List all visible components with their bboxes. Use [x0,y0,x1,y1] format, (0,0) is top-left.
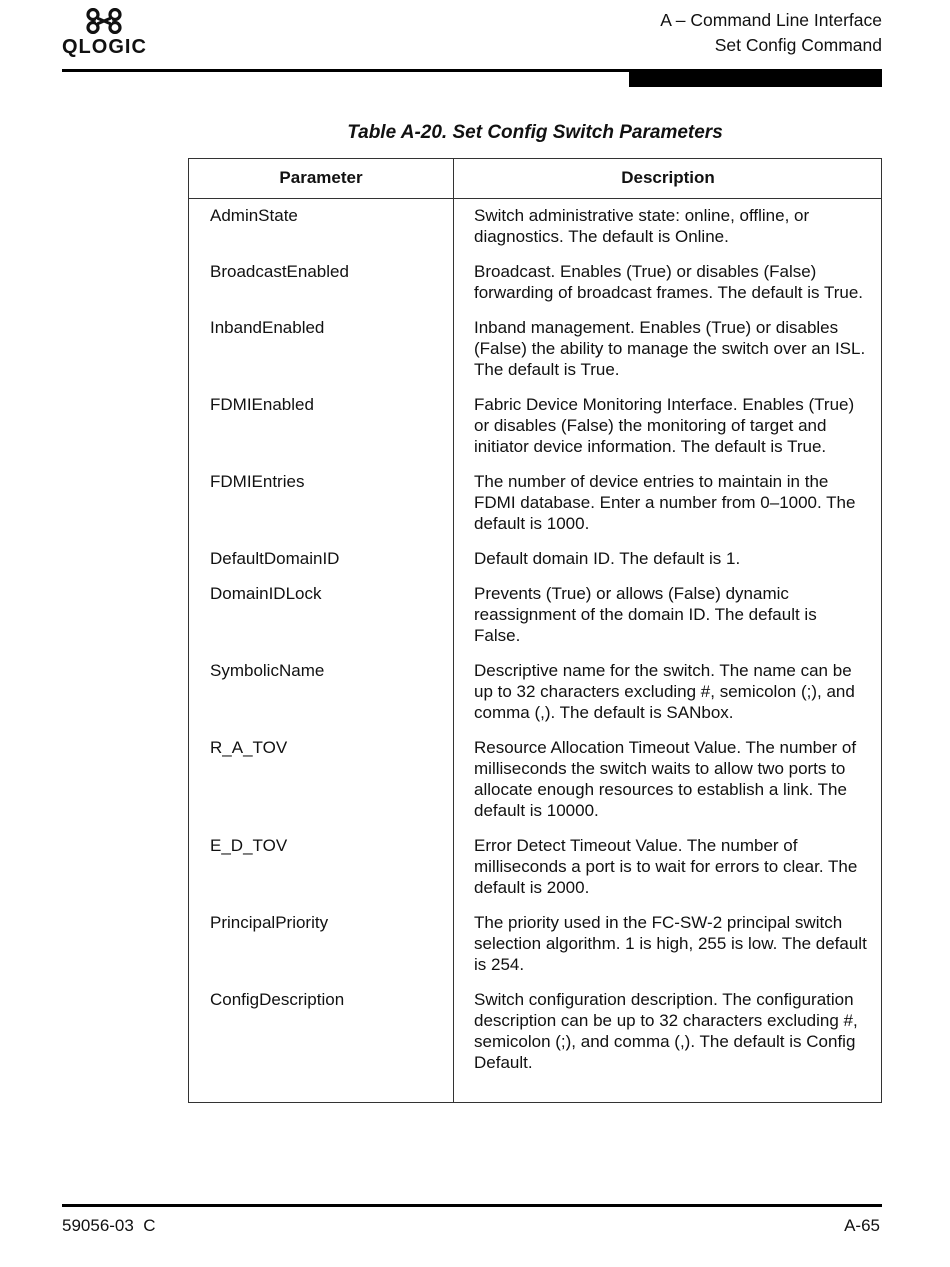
description-cell: Descriptive name for the switch. The name can be up to 32 characters excluding #, semicolon (;), and comma (,). The default is SANbox. [474,661,855,722]
table-title: Table A-20. Set Config Switch Parameters [347,122,723,143]
parameter-cell: E_D_TOV [210,836,288,855]
table-row [189,471,881,548]
description-cell: Broadcast. Enables (True) or disables (False) forwarding of broadcast frames. The default is True. [474,262,863,302]
table-row [189,583,881,660]
table-row [189,548,881,583]
logo-wordmark: QLOGIC [62,36,147,58]
description-cell: Inband management. Enables (True) or disables (False) the ability to manage the switch over an ISL. The default is True. [474,318,866,379]
parameters-table [188,158,882,1103]
parameter-cell: DefaultDomainID [210,549,340,568]
description-cell: Resource Allocation Timeout Value. The number of milliseconds the switch waits to allow two ports to allocate enough resources to establish a link. The default is 10000. [474,738,857,820]
qlogic-logo-icon [82,8,126,34]
parameter-cell: BroadcastEnabled [210,262,349,281]
parameter-cell: AdminState [210,206,298,225]
table-row [189,737,881,835]
header-section: Set Config Command [714,35,882,55]
qlogic-logo [62,8,162,60]
running-header [660,8,882,58]
description-cell: The number of device entries to maintain in the FDMI database. Enter a number from 0–1000. The default is 1000. [474,472,856,533]
parameter-cell: R_A_TOV [210,738,288,757]
parameter-cell: SymbolicName [210,661,325,680]
description-cell: The priority used in the FC-SW-2 principal switch selection algorithm. 1 is high, 255 is low. The default is 254. [474,913,867,974]
parameter-cell: DomainIDLock [210,584,322,603]
header-chapter: A – Command Line Interface [660,10,882,30]
column-header-parameter: Parameter [279,168,363,187]
table-row [189,261,881,317]
table-row [189,205,881,261]
table-row [189,394,881,471]
description-cell: Switch configuration description. The configuration description can be up to 32 characters excluding #, semicolon (;), and comma (,). The default is Config Default. [474,990,858,1072]
description-cell: Switch administrative state: online, offline, or diagnostics. The default is Online. [474,206,810,246]
parameter-cell: FDMIEnabled [210,395,314,414]
header-row-rule [189,198,881,199]
description-cell: Fabric Device Monitoring Interface. Enables (True) or disables (False) the monitoring of target and initiator device information. The default is True. [474,395,855,456]
parameter-cell: InbandEnabled [210,318,325,337]
table-row [189,989,881,1087]
description-cell: Prevents (True) or allows (False) dynamic reassignment of the domain ID. The default is False. [474,584,817,645]
parameter-cell: ConfigDescription [210,990,345,1009]
page-number: A-65 [844,1216,880,1235]
parameter-cell: FDMIEntries [210,472,305,491]
column-header-description: Description [621,168,715,187]
parameter-cell: PrincipalPriority [210,913,329,932]
table-row [189,317,881,394]
table-row [189,660,881,737]
footer-rule [62,1204,882,1207]
document-number: 59056-03 C [62,1216,156,1235]
description-cell: Error Detect Timeout Value. The number of milliseconds a port is to wait for errors to clear. The default is 2000. [474,836,858,897]
description-cell: Default domain ID. The default is 1. [474,549,741,568]
table-row [189,912,881,989]
table-body [189,205,881,1087]
header-tab-bar [629,69,882,87]
table-row [189,835,881,912]
